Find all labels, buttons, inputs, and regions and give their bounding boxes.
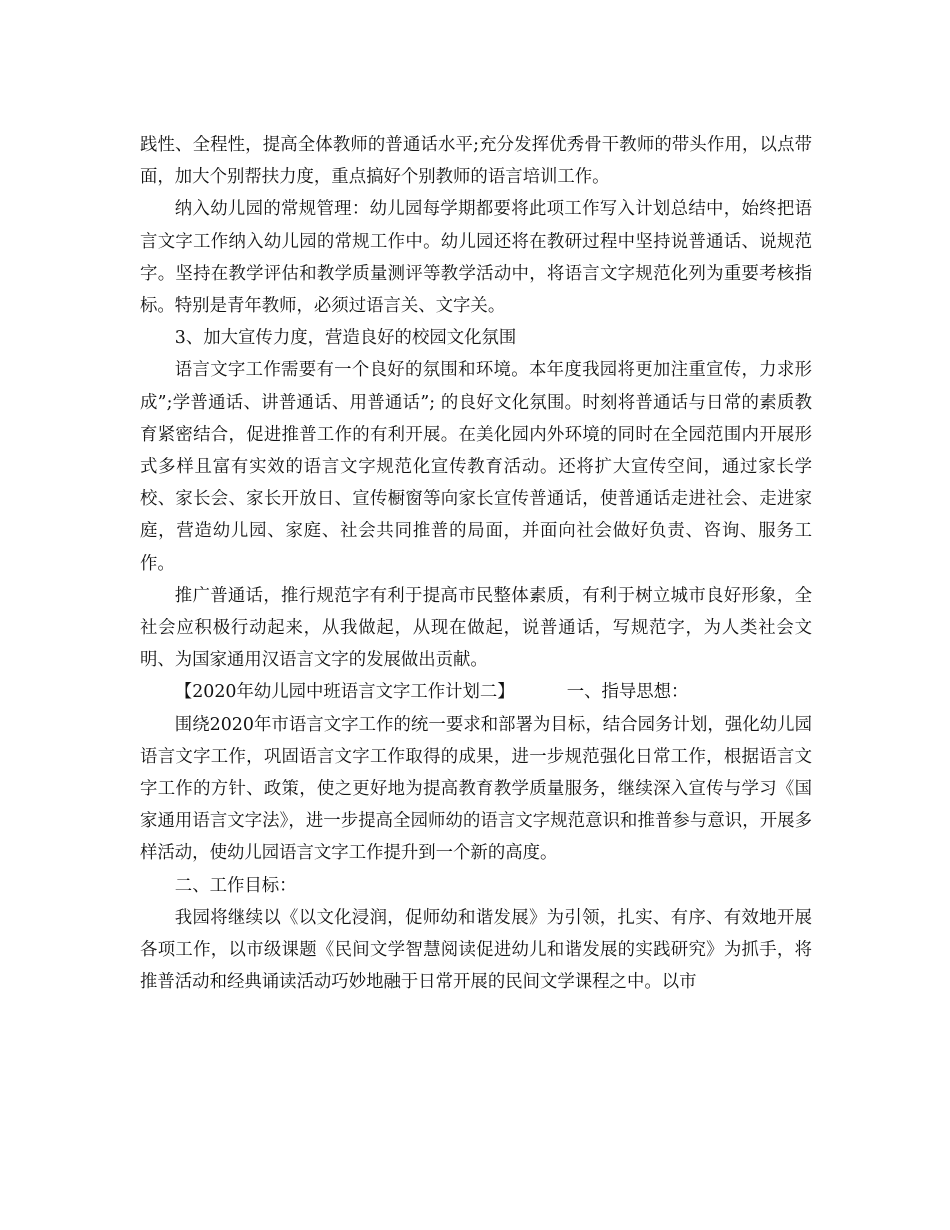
paragraph-publicity: 语言文字工作需要有一个良好的氛围和环境。本年度我园将更加注重宣传，力求形成”;学普通话、讲普通话、用普通话”; 的良好文化氛围。时刻将普通话与日常的素质教育紧密结合，促进推普工作的有利开展。在美化园内外环境的同时在全园范围内开展形式多样且富有实效的语言文字规范化宣传教育活动。还将扩大宣传空间，通过家长学校、家长会、家长开放日、宣传橱窗等向家长宣传普通话，使普通话走进社会、走进家庭，营造幼儿园、家庭、社会共同推普的局面，并面向社会做好负责、咨询、服务工作。	[140, 360, 812, 574]
section-heading-work-goals: 二、工作目标：	[174, 875, 297, 896]
section-heading-guiding-ideology: 一、指导思想：	[566, 682, 689, 703]
paragraph-routine-management: 纳入幼儿园的常规管理：幼儿园每学期都要将此项工作写入计划总结中，始终把语言文字工作纳入幼儿园的常规工作中。幼儿园还将在教研过程中坚持说普通话、说规范字。坚持在教学评估和教学质量测评等教学活动中，将语言文字规范化列为重要考核指标。特别是青年教师，必须过语言关、文字关。	[140, 199, 812, 317]
paragraph-continued: 践性、全程性，提高全体教师的普通话水平;充分发挥优秀骨干教师的带头作用，以点带面，加大个别帮扶力度，重点搞好个别教师的语言培训工作。	[140, 135, 812, 188]
paragraph-work-goals: 我园将继续以《以文化浸润，促师幼和谐发展》为引领，扎实、有序、有效地开展各项工作，以市级课题《民间文学智慧阅读促进幼儿和谐发展的实践研究》为抓手，将推普活动和经典诵读活动巧妙地融于日常开展的民间文学课程之中。以市	[140, 907, 812, 993]
paragraph-guiding-ideology: 围绕2020年市语言文字工作的统一要求和部署为目标，结合园务计划，强化幼儿园语言文字工作，巩固语言文字工作取得的成果，进一步规范强化日常工作，根据语言文字工作的方针、政策，使之更好地为提高教育教学质量服务，继续深入宣传与学习《国家通用语言文字法》，进一步提高全园师幼的语言文字规范意识和推普参与意识，开展多样活动，使幼儿园语言文字工作提升到一个新的高度。	[140, 714, 812, 864]
document-page	[140, 129, 812, 998]
plan-two-heading-line	[140, 676, 812, 708]
section-heading-publicity: 3、加大宣传力度，营造良好的校园文化氛围	[174, 328, 517, 349]
plan-two-title: 【2020年幼儿园中班语言文字工作计划二】	[174, 682, 515, 703]
paragraph-promotion: 推广普通话，推行规范字有利于提高市民整体素质，有利于树立城市良好形象，全社会应积极行动起来，从我做起，从现在做起，说普通话，写规范字，为人类社会文明、为国家通用汉语言文字的发展做出贡献。	[140, 585, 812, 671]
